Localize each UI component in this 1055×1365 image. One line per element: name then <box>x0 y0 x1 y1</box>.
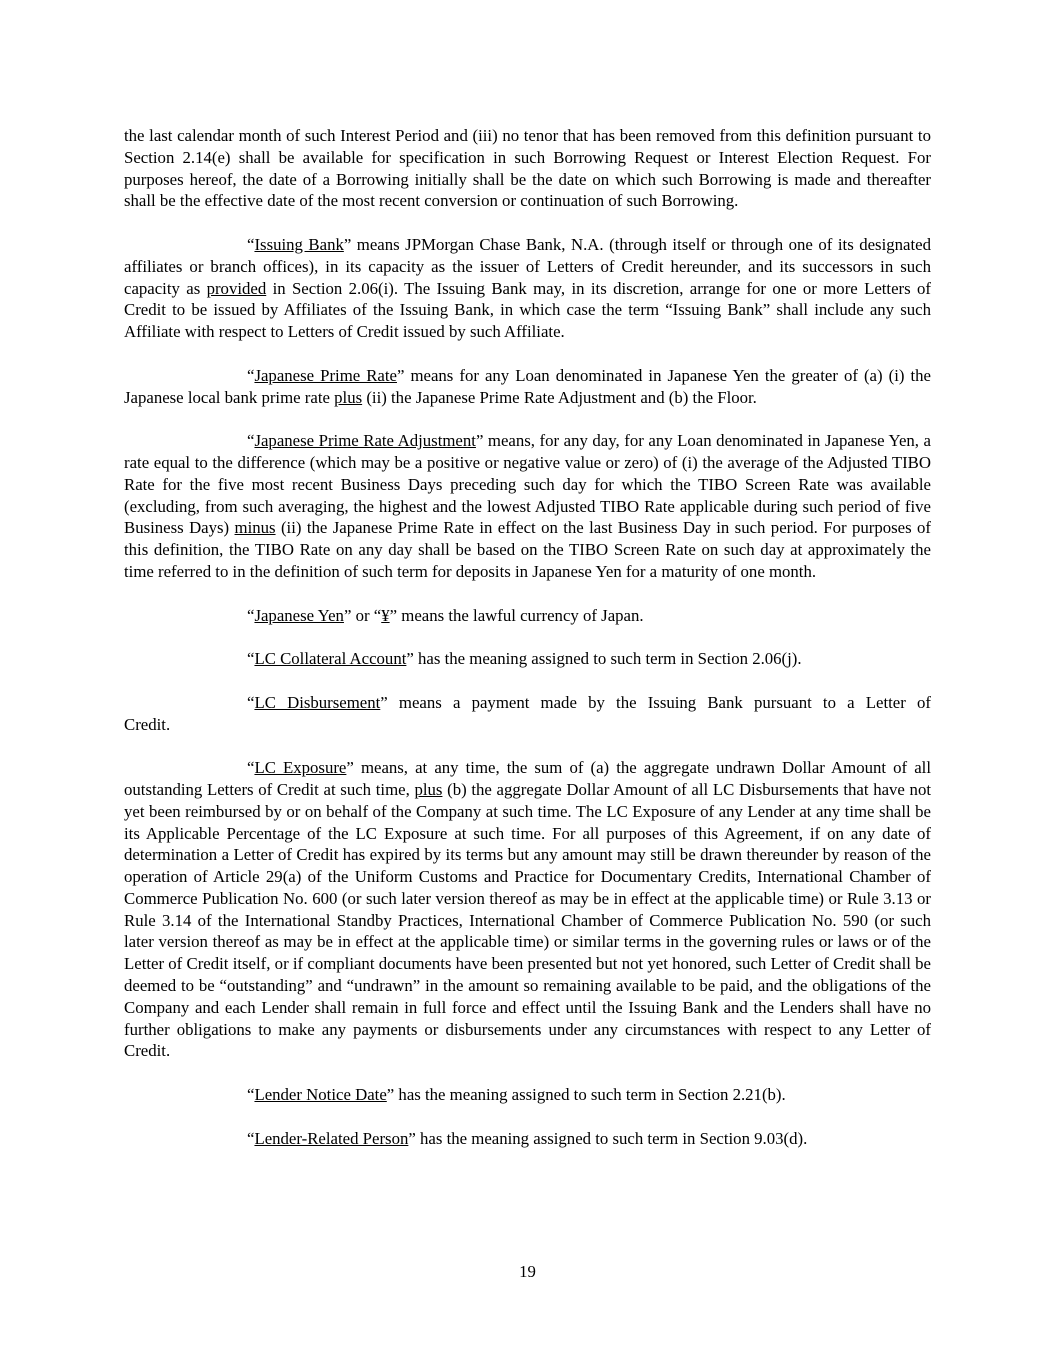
emphasis-provided: provided <box>206 278 267 298</box>
defined-term: Japanese Prime Rate <box>254 365 397 385</box>
definition-lc-disbursement-continued: Credit. <box>124 714 171 734</box>
definition-lender-related-person: “Lender-Related Person” has the meaning assigned to such term in Section 9.03(d). <box>247 1128 808 1148</box>
definition-japanese-prime-rate-adjustment: “Japanese Prime Rate Adjustment” means, for any day, for any Loan denominated in Japanese Yen, a rate equal to the difference (which may be a positive or negative value or zero) of (i) the average of the Adjusted TIBO Rate for the five most recent Business Days preceding such day for which the TIBO Screen Rate was available (excluding, from such averaging, the highest and the lowest Adjusted TIBO Rate applicable during such period of five Business Days) minus (ii) the Japanese Prime Rate in effect on the last Business Day in such period. For purposes of this definition, the TIBO Rate on any day shall be based on the TIBO Screen Rate on such day at approximately the time referred to in the definition of such term for deposits in Japanese Yen for a maturity of one month. <box>124 431 931 581</box>
emphasis-minus: minus <box>234 518 276 538</box>
defined-term: LC Exposure <box>254 758 347 778</box>
definition-lc-collateral-account: “LC Collateral Account” has the meaning assigned to such term in Section 2.06(j). <box>247 649 802 669</box>
emphasis-plus: plus <box>414 779 443 799</box>
defined-term: Japanese Prime Rate Adjustment <box>254 431 476 451</box>
defined-term: Lender-Related Person <box>254 1128 409 1148</box>
defined-term: Lender Notice Date <box>254 1085 387 1105</box>
definition-japanese-prime-rate: “Japanese Prime Rate” means for any Loan denominated in Japanese Yen the greater of (a) (i) the Japanese local bank prime rate plus (ii) the Japanese Prime Rate Adjustment and (b) the Floor. <box>124 365 931 407</box>
definition-lc-exposure: “LC Exposure” means, at any time, the sum of (a) the aggregate undrawn Dollar Amount of all outstanding Letters of Credit at such time, plus (b) the aggregate Dollar Amount of all LC Disbursements that have not yet been reimbursed by or on behalf of the Company at such time. The LC Exposure of any Lender at any time shall be its Applicable Percentage of the LC Exposure at such time. For all purposes of this Agreement, if on any date of determination a Letter of Credit has expired by its terms but any amount may still be drawn thereunder by reason of the operation of Article 29(a) of the Uniform Customs and Practice for Documentary Credits, International Chamber of Commerce Publication No. 600 (or such later version thereof as may be in effect at the applicable time) or Rule 3.13 or Rule 3.14 of the International Standby Practices, International Chamber of Commerce Publication No. 590 (or such later version thereof as may be in effect at the applicable time) or similar terms in the governing rules or laws or of the Letter of Credit itself, or if compliant documents have been presented but not yet honored, such Letter of Credit shall be deemed to be “outstanding” and “undrawn” in the amount so remaining available to be paid, and the obligations of the Company and each Lender shall remain in full force and effect until the Issuing Bank and the Lenders shall have no further obligations to make any payments or disbursements under any circumstances with respect to any Letter of Credit. <box>124 758 931 1061</box>
defined-term: Issuing Bank <box>254 234 344 254</box>
page-number: 19 <box>519 1262 536 1281</box>
definition-issuing-bank: “Issuing Bank” means JPMorgan Chase Bank, N.A. (through itself or through one of its designated affiliates or branch offices), in its capacity as the issuer of Letters of Credit hereunder, and its successors in such capacity as provided in Section 2.06(i). The Issuing Bank may, in its discretion, arrange for one or more Letters of Credit to be issued by Affiliates of the Issuing Bank, in which case the term “Issuing Bank” shall include any such Affiliate with respect to Letters of Credit issued by such Affiliate. <box>124 234 931 342</box>
defined-term: Japanese Yen <box>254 605 344 625</box>
defined-term: LC Collateral Account <box>254 649 407 669</box>
definition-lender-notice-date: “Lender Notice Date” has the meaning assigned to such term in Section 2.21(b). <box>247 1085 786 1105</box>
definition-lc-disbursement: “LC Disbursement” means a payment made by the Issuing Bank pursuant to a Letter of <box>247 692 932 712</box>
yen-symbol: ¥ <box>381 605 390 625</box>
document-page <box>124 125 931 1171</box>
intro-paragraph: the last calendar month of such Interest Period and (iii) no tenor that has been removed from this definition pursuant to Section 2.14(e) shall be available for specification in such Borrowing Request or Interest Election Request. For purposes hereof, the date of a Borrowing initially shall be the date on which such Borrowing is made and thereafter shall be the effective date of the most recent conversion or continuation of such Borrowing. <box>124 126 931 211</box>
defined-term: LC Disbursement <box>254 692 381 712</box>
emphasis-plus: plus <box>334 387 363 407</box>
definition-japanese-yen: “Japanese Yen” or “¥” means the lawful currency of Japan. <box>247 605 644 625</box>
